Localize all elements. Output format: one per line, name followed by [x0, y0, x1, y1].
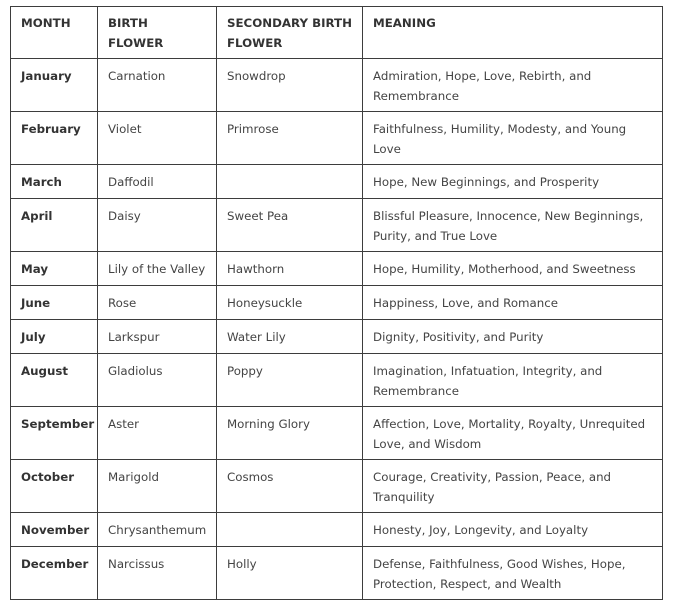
cell-meaning: Blissful Pleasure, Innocence, New Beginnings, Purity, and True Love	[363, 199, 663, 252]
cell-secondary-flower: Primrose	[217, 112, 363, 165]
cell-meaning: Admiration, Hope, Love, Rebirth, and Remembrance	[363, 59, 663, 112]
cell-month: August	[11, 354, 98, 407]
table-row	[11, 320, 663, 354]
table-row	[11, 252, 663, 286]
header-meaning: MEANING	[363, 7, 663, 59]
cell-meaning: Courage, Creativity, Passion, Peace, and Tranquility	[363, 460, 663, 513]
cell-birth-flower: Rose	[98, 286, 217, 320]
cell-month: March	[11, 165, 98, 199]
cell-month: September	[11, 407, 98, 460]
cell-secondary-flower	[217, 165, 363, 199]
cell-birth-flower: Aster	[98, 407, 217, 460]
cell-meaning: Dignity, Positivity, and Purity	[363, 320, 663, 354]
cell-birth-flower: Daffodil	[98, 165, 217, 199]
cell-month: January	[11, 59, 98, 112]
cell-month: April	[11, 199, 98, 252]
cell-birth-flower: Daisy	[98, 199, 217, 252]
table-row	[11, 199, 663, 252]
cell-secondary-flower: Water Lily	[217, 320, 363, 354]
cell-month: December	[11, 547, 98, 600]
birth-flower-table	[10, 6, 663, 600]
header-secondary-birth-flower: SECONDARY BIRTH FLOWER	[217, 7, 363, 59]
table-row	[11, 460, 663, 513]
cell-secondary-flower	[217, 513, 363, 547]
table-header-row	[11, 7, 663, 59]
cell-meaning: Hope, Humility, Motherhood, and Sweetness	[363, 252, 663, 286]
cell-meaning: Faithfulness, Humility, Modesty, and Young Love	[363, 112, 663, 165]
cell-secondary-flower: Holly	[217, 547, 363, 600]
cell-birth-flower: Marigold	[98, 460, 217, 513]
table-row	[11, 286, 663, 320]
cell-birth-flower: Chrysanthemum	[98, 513, 217, 547]
cell-secondary-flower: Sweet Pea	[217, 199, 363, 252]
header-month: MONTH	[11, 7, 98, 59]
cell-meaning: Hope, New Beginnings, and Prosperity	[363, 165, 663, 199]
cell-meaning: Affection, Love, Mortality, Royalty, Unrequited Love, and Wisdom	[363, 407, 663, 460]
cell-month: November	[11, 513, 98, 547]
cell-secondary-flower: Hawthorn	[217, 252, 363, 286]
table-row	[11, 112, 663, 165]
cell-meaning: Honesty, Joy, Longevity, and Loyalty	[363, 513, 663, 547]
header-birth-flower: BIRTH FLOWER	[98, 7, 217, 59]
birth-flower-table-container	[10, 6, 663, 600]
cell-month: October	[11, 460, 98, 513]
cell-month: May	[11, 252, 98, 286]
table-row	[11, 513, 663, 547]
cell-birth-flower: Larkspur	[98, 320, 217, 354]
cell-month: February	[11, 112, 98, 165]
table-row	[11, 59, 663, 112]
cell-secondary-flower: Morning Glory	[217, 407, 363, 460]
cell-birth-flower: Narcissus	[98, 547, 217, 600]
cell-secondary-flower: Snowdrop	[217, 59, 363, 112]
table-row	[11, 407, 663, 460]
cell-secondary-flower: Cosmos	[217, 460, 363, 513]
cell-secondary-flower: Poppy	[217, 354, 363, 407]
table-row	[11, 547, 663, 600]
cell-month: June	[11, 286, 98, 320]
cell-birth-flower: Gladiolus	[98, 354, 217, 407]
cell-birth-flower: Violet	[98, 112, 217, 165]
cell-month: July	[11, 320, 98, 354]
cell-birth-flower: Lily of the Valley	[98, 252, 217, 286]
cell-secondary-flower: Honeysuckle	[217, 286, 363, 320]
table-row	[11, 165, 663, 199]
cell-meaning: Happiness, Love, and Romance	[363, 286, 663, 320]
cell-birth-flower: Carnation	[98, 59, 217, 112]
cell-meaning: Imagination, Infatuation, Integrity, and Remembrance	[363, 354, 663, 407]
cell-meaning: Defense, Faithfulness, Good Wishes, Hope, Protection, Respect, and Wealth	[363, 547, 663, 600]
table-row	[11, 354, 663, 407]
